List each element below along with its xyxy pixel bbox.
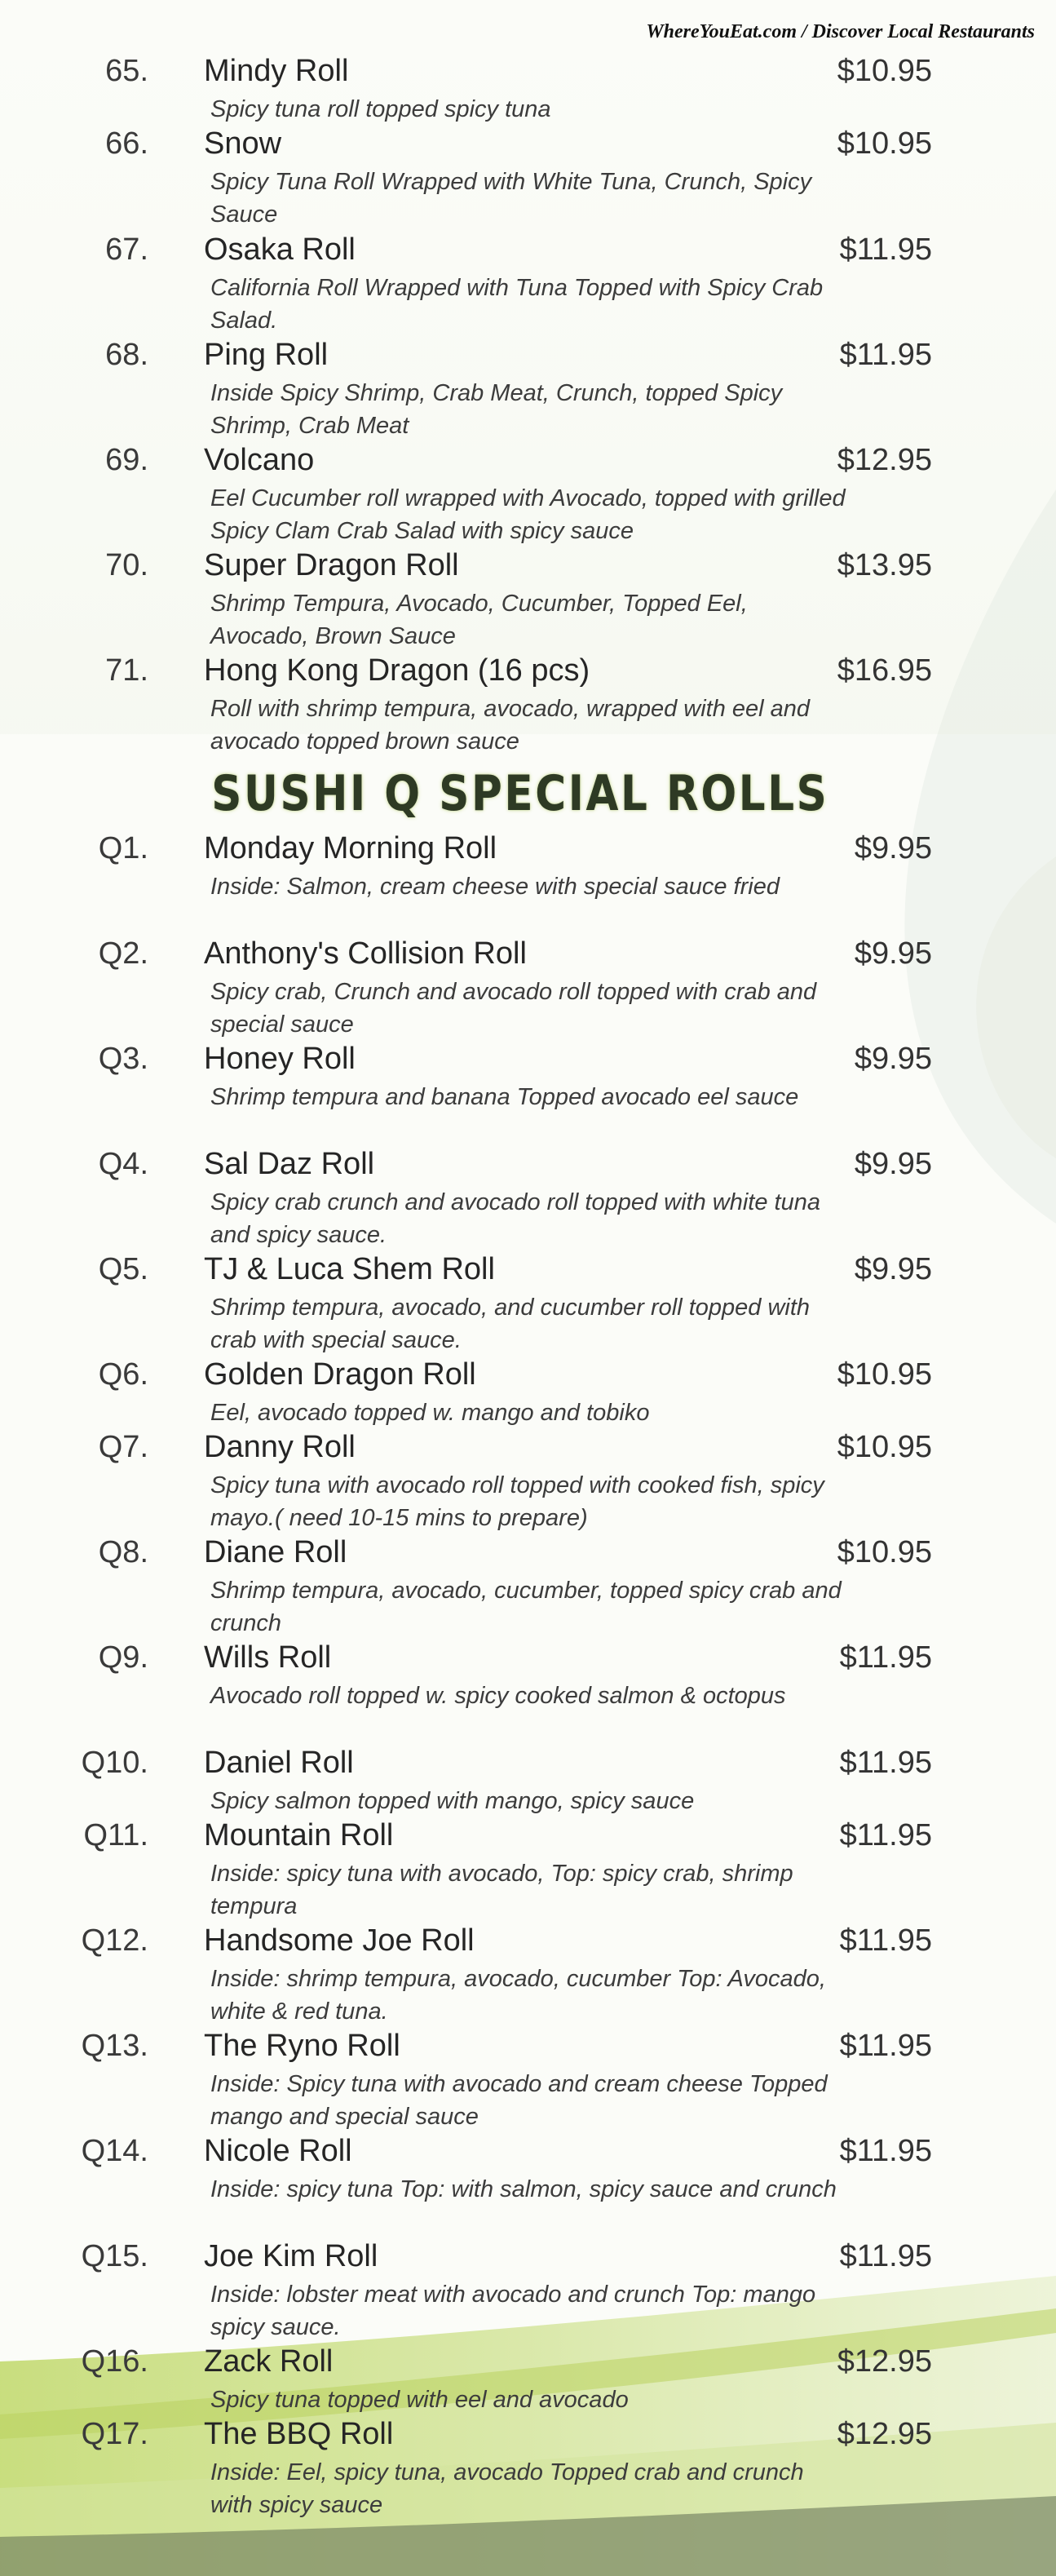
- item-description: Inside Spicy Shrimp, Crab Meat, Crunch, topped Spicy Shrimp, Crab Meat: [210, 380, 783, 439]
- item-price: $13.95: [837, 548, 932, 582]
- item-number: Q2.: [98, 936, 148, 971]
- item-name: Mindy Roll: [204, 54, 349, 88]
- item-price: $11.95: [839, 2029, 932, 2063]
- item-number: Q3.: [98, 1042, 148, 1076]
- item-name: Zack Roll: [204, 2344, 334, 2379]
- item-description: Spicy Tuna Roll Wrapped with White Tuna, Crunch, Spicy Sauce: [210, 169, 812, 228]
- item-price: $16.95: [837, 653, 932, 688]
- item-description: Inside: spicy tuna with avocado, Top: spicy crab, shrimp tempura: [210, 1861, 793, 1919]
- item-name: Nicole Roll: [204, 2134, 352, 2168]
- item-description: Inside: Salmon, cream cheese with special sauce fried: [210, 874, 780, 900]
- item-name: Ping Roll: [204, 338, 329, 372]
- item-description: Shrimp tempura, avocado, and cucumber roll topped with crab with special sauce.: [210, 1295, 811, 1353]
- item-price: $10.95: [837, 1535, 932, 1569]
- item-number: Q1.: [98, 831, 148, 865]
- item-description: Roll with shrimp tempura, avocado, wrapped with eel and avocado topped brown sauce: [210, 696, 811, 755]
- item-name: The BBQ Roll: [204, 2417, 394, 2451]
- item-number: 66.: [105, 126, 148, 161]
- item-price: $10.95: [837, 1357, 932, 1392]
- item-number: Q6.: [98, 1357, 148, 1392]
- item-description: Shrimp tempura and banana Topped avocado eel sauce: [210, 1084, 799, 1110]
- item-name: Volcano: [204, 443, 315, 477]
- item-description: Avocado roll topped w. spicy cooked salmon & octopus: [210, 1683, 786, 1709]
- item-price: $11.95: [839, 2239, 932, 2273]
- item-number: 69.: [105, 443, 148, 477]
- item-number: Q17.: [81, 2417, 148, 2451]
- item-name: Daniel Roll: [204, 1746, 354, 1780]
- item-number: 70.: [105, 548, 148, 582]
- item-name: Sal Daz Roll: [204, 1147, 375, 1181]
- item-description: Spicy tuna with avocado roll topped with cooked fish, spicy mayo.( need 10-15 mins to prepare): [210, 1472, 824, 1531]
- item-name: Handsome Joe Roll: [204, 1923, 475, 1958]
- item-description: Eel Cucumber roll wrapped with Avocado, topped with grilled Spicy Clam Crab Salad with spicy sauce: [210, 485, 846, 544]
- item-price: $11.95: [839, 2134, 932, 2168]
- item-name: Wills Roll: [204, 1640, 332, 1675]
- item-name: Golden Dragon Roll: [204, 1357, 476, 1392]
- item-price: $11.95: [839, 338, 932, 372]
- item-number: Q4.: [98, 1147, 148, 1181]
- item-price: $9.95: [854, 1042, 932, 1076]
- item-price: $11.95: [839, 1746, 932, 1780]
- item-description: Inside: Spicy tuna with avocado and cream cheese Topped mango and special sauce: [210, 2071, 828, 2130]
- item-name: Snow: [204, 126, 282, 161]
- item-description: Inside: shrimp tempura, avocado, cucumber Top: Avocado, white & red tuna.: [210, 1966, 826, 2025]
- item-description: Spicy tuna topped with eel and avocado: [210, 2387, 629, 2413]
- item-name: Super Dragon Roll: [204, 548, 459, 582]
- item-price: $10.95: [837, 54, 932, 88]
- item-number: Q8.: [98, 1535, 148, 1569]
- item-name: Honey Roll: [204, 1042, 356, 1076]
- item-description: Spicy salmon topped with mango, spicy sauce: [210, 1788, 695, 1814]
- item-number: Q16.: [81, 2344, 148, 2379]
- item-number: 71.: [105, 653, 148, 688]
- item-price: $9.95: [854, 936, 932, 971]
- item-description: Inside: lobster meat with avocado and crunch Top: mango spicy sauce.: [210, 2282, 816, 2340]
- item-number: Q7.: [98, 1430, 148, 1464]
- item-number: Q12.: [81, 1923, 148, 1958]
- item-number: Q9.: [98, 1640, 148, 1675]
- item-price: $11.95: [839, 1818, 932, 1852]
- site-watermark: WhereYouEat.com / Discover Local Restaurants: [646, 21, 1035, 42]
- item-price: $11.95: [839, 1640, 932, 1675]
- item-name: Hong Kong Dragon (16 pcs): [204, 653, 590, 688]
- item-price: $12.95: [837, 2344, 932, 2379]
- item-name: Monday Morning Roll: [204, 831, 497, 865]
- item-description: Shrimp tempura, avocado, cucumber, topped spicy crab and crunch: [210, 1578, 842, 1636]
- item-name: TJ & Luca Shem Roll: [204, 1252, 495, 1286]
- item-description: Inside: Eel, spicy tuna, avocado Topped crab and crunch with spicy sauce: [210, 2459, 804, 2518]
- item-name: Anthony's Collision Roll: [204, 936, 527, 971]
- item-price: $10.95: [837, 126, 932, 161]
- item-price: $9.95: [854, 1252, 932, 1286]
- item-number: Q5.: [98, 1252, 148, 1286]
- item-description: Spicy tuna roll topped spicy tuna: [210, 96, 551, 122]
- item-description: Eel, avocado topped w. mango and tobiko: [210, 1400, 650, 1426]
- item-price: $12.95: [837, 2417, 932, 2451]
- item-name: Diane Roll: [204, 1535, 347, 1569]
- item-number: 68.: [105, 338, 148, 372]
- item-number: Q15.: [81, 2239, 148, 2273]
- item-number: Q11.: [83, 1818, 148, 1852]
- item-name: The Ryno Roll: [204, 2029, 400, 2063]
- item-number: Q13.: [81, 2029, 148, 2063]
- item-price: $9.95: [854, 831, 932, 865]
- item-price: $12.95: [837, 443, 932, 477]
- item-description: Inside: spicy tuna Top: with salmon, spicy sauce and crunch: [210, 2176, 837, 2202]
- item-number: Q10.: [81, 1746, 148, 1780]
- item-name: Danny Roll: [204, 1430, 356, 1464]
- item-price: $9.95: [854, 1147, 932, 1181]
- item-number: Q14.: [81, 2134, 148, 2168]
- item-description: Shrimp Tempura, Avocado, Cucumber, Topped Eel, Avocado, Brown Sauce: [210, 591, 748, 649]
- item-number: 67.: [105, 232, 148, 267]
- item-description: California Roll Wrapped with Tuna Topped with Spicy Crab Salad.: [210, 275, 824, 334]
- item-description: Spicy crab crunch and avocado roll topped with white tuna and spicy sauce.: [210, 1189, 820, 1248]
- item-name: Mountain Roll: [204, 1818, 394, 1852]
- item-price: $11.95: [839, 232, 932, 267]
- item-name: Osaka Roll: [204, 232, 356, 267]
- item-description: Spicy crab, Crunch and avocado roll topped with crab and special sauce: [210, 979, 817, 1038]
- item-price: $10.95: [837, 1430, 932, 1464]
- item-price: $11.95: [839, 1923, 932, 1958]
- item-number: 65.: [105, 54, 148, 88]
- section-title: SUSHI Q SPECIAL ROLLS: [211, 765, 829, 822]
- item-name: Joe Kim Roll: [204, 2239, 378, 2273]
